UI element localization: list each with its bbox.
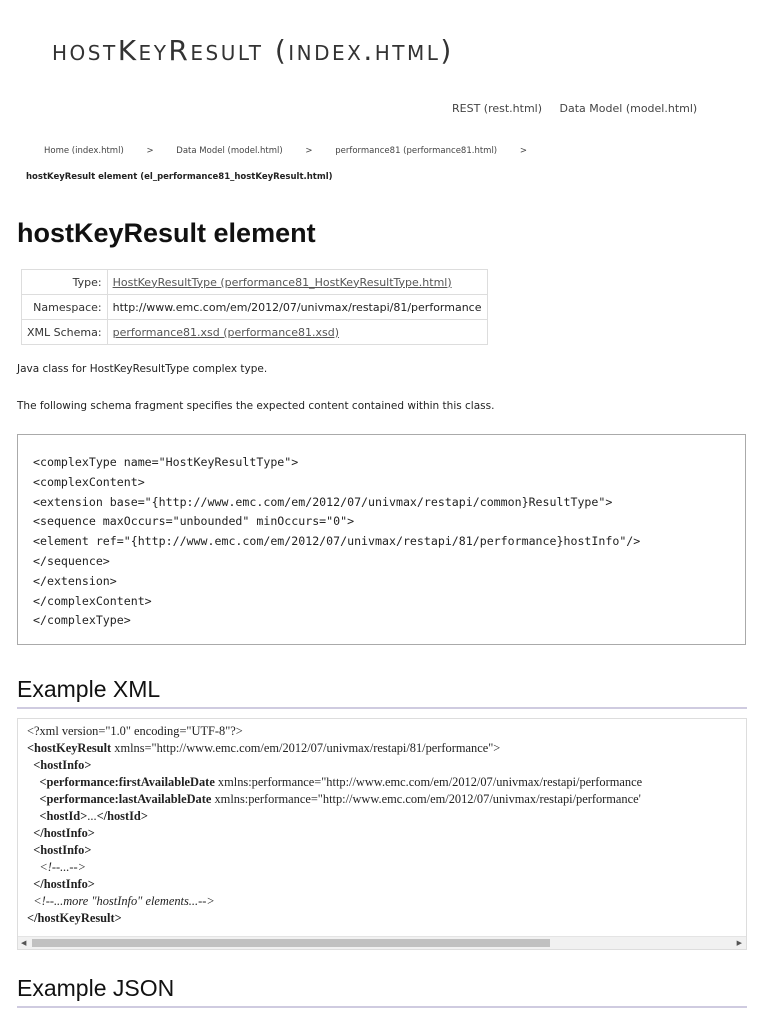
code-line: <complexContent> — [33, 474, 145, 489]
nav-link-rest[interactable]: REST (rest.html) — [452, 102, 543, 115]
breadcrumb-separator: > — [305, 146, 313, 156]
xml-line: <hostInfo> — [33, 758, 92, 772]
code-line: </complexContent> — [33, 593, 152, 608]
table-row — [22, 320, 488, 345]
breadcrumb-separator: > — [519, 146, 527, 156]
example-xml-heading: Example XML — [17, 676, 747, 709]
xml-line: </hostInfo> — [33, 826, 95, 840]
code-line: <element ref="{http://www.emc.com/em/2012/07/univmax/restapi/81/performance}hostInfo"/> — [33, 534, 641, 549]
property-label: XML Schema: — [22, 320, 108, 345]
xml-content — [18, 719, 746, 927]
horizontal-scrollbar[interactable] — [18, 936, 746, 949]
xml-line: <?xml version="1.0" encoding="UTF-8"?> — [27, 724, 243, 738]
code-line: </extension> — [33, 573, 117, 588]
xml-line: <!--...--> — [39, 860, 87, 874]
namespace-value: http://www.emc.com/em/2012/07/univmax/restapi/81/performance — [107, 295, 487, 320]
type-link[interactable]: HostKeyResultType (performance81_HostKeyResultType.html) — [112, 275, 452, 289]
property-label: Type: — [22, 270, 108, 295]
code-line: </sequence> — [33, 553, 110, 568]
code-line: <extension base="{http://www.emc.com/em/2012/07/univmax/restapi/common}ResultType"> — [33, 494, 613, 509]
breadcrumb-separator: > — [146, 146, 154, 156]
scroll-left-icon[interactable]: ◀ — [21, 939, 27, 947]
breadcrumb-data-model[interactable]: Data Model (model.html) — [176, 146, 283, 156]
breadcrumb — [44, 146, 547, 156]
breadcrumb-current: hostKeyResult element (el_performance81_hostKeyResult.html) — [26, 172, 333, 182]
xml-line: <!--...more "hostInfo" elements...--> — [33, 894, 215, 908]
code-line: <complexType name="HostKeyResultType"> — [33, 455, 299, 469]
code-line: </complexType> — [33, 613, 131, 628]
xml-line: <hostInfo> — [33, 843, 92, 857]
breadcrumb-home[interactable]: Home (index.html) — [44, 146, 124, 156]
schema-link[interactable]: performance81.xsd (performance81.xsd) — [112, 325, 340, 339]
example-json-heading: Example JSON — [17, 975, 747, 1008]
description-text: Java class for HostKeyResultType complex type. — [17, 363, 268, 375]
xml-line: <hostId>...</hostId> — [39, 809, 148, 823]
breadcrumb-performance81[interactable]: performance81 (performance81.html) — [335, 146, 498, 156]
scroll-right-icon[interactable]: ▶ — [736, 939, 742, 947]
table-row — [22, 270, 488, 295]
scrollbar-thumb[interactable] — [32, 939, 550, 947]
xml-line: </hostKeyResult> — [27, 911, 122, 925]
schema-intro-text: The following schema fragment specifies the expected content contained within this class. — [17, 400, 495, 412]
xml-line: <performance:firstAvailableDate xmlns:performance="http://www.emc.com/em/2012/07/univmax/restapi/performance — [39, 775, 643, 789]
property-value — [107, 320, 487, 345]
property-value — [107, 270, 487, 295]
schema-code-block — [17, 434, 746, 645]
xml-line: <performance:lastAvailableDate xmlns:performance="http://www.emc.com/em/2012/07/univmax/restapi/performance' — [39, 792, 641, 806]
nav-link-data-model[interactable]: Data Model (model.html) — [559, 102, 698, 115]
property-label: Namespace: — [22, 295, 108, 320]
example-xml-block[interactable] — [17, 718, 747, 950]
page-title: hostKeyResult element — [17, 218, 316, 248]
code-line: <sequence maxOccurs="unbounded" minOccurs="0"> — [33, 514, 355, 529]
table-row — [22, 295, 488, 320]
properties-table — [21, 269, 488, 345]
xml-line: </hostInfo> — [33, 877, 95, 891]
site-title: hostKeyResult (index.html) — [52, 34, 454, 67]
xml-line: <hostKeyResult xmlns="http://www.emc.com/em/2012/07/univmax/restapi/81/performance"> — [27, 741, 501, 755]
top-nav — [452, 102, 711, 115]
